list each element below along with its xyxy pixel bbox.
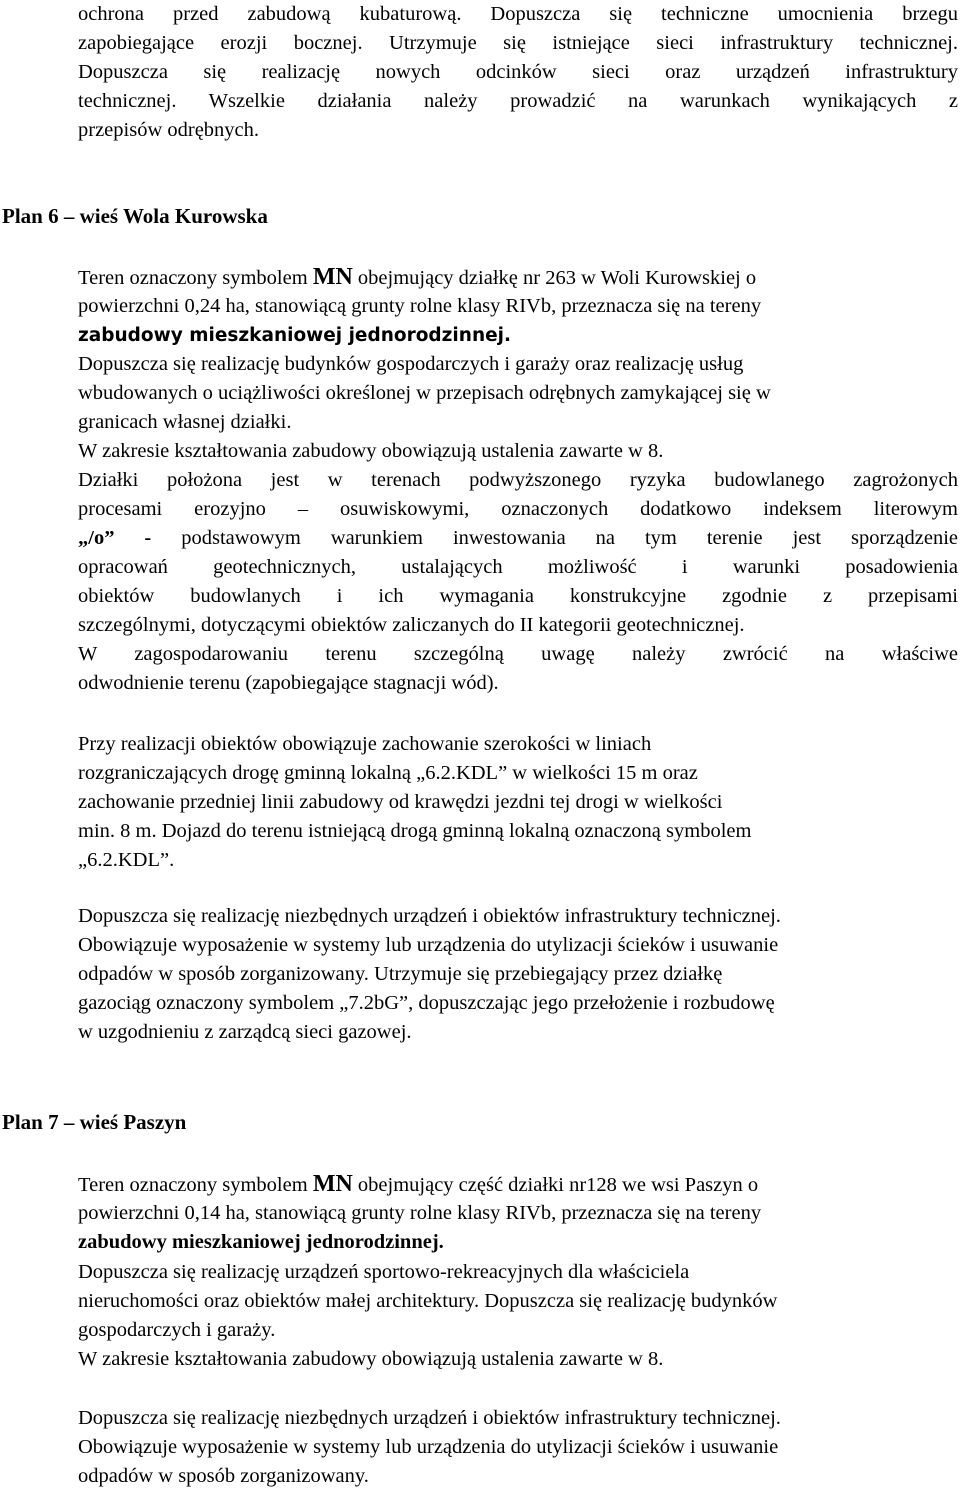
plan7-line-5: nieruchomości oraz obiektów małej architektury. Dopuszcza się realizację budynków [78,1290,778,1312]
plan6-line-3 [78,321,958,350]
intro-line-2: zapobiegające erozji bocznej. Utrzymuje się istniejące sieci infrastruktury technicznej. [78,32,958,54]
plan6-line-11: opracowań geotechnicznych, ustalających możliwość i warunki posadowienia [78,556,958,578]
plan6-line-1 [78,263,958,293]
plan7-line-3 [78,1228,958,1257]
plan6-line-8: Działki położona jest w terenach podwyższonego ryzyka budowlanego zagrożonych [78,469,958,491]
plan6-heading: Plan 6 – wieś Wola Kurowska [2,204,268,228]
plan6-line-2: powierzchni 0,24 ha, stanowiącą grunty rolne klasy RIVb, przeznacza się na tereny [78,295,762,317]
plan7-purpose: zabudowy mieszkaniowej jednorodzinnej. [78,1231,444,1253]
plan7-line-2: powierzchni 0,14 ha, stanowiącą grunty rolne klasy RIVb, przeznacza się na tereny [78,1202,762,1224]
plan7-heading: Plan 7 – wieś Paszyn [2,1110,187,1134]
plan6-symbol-mn: MN [312,264,353,290]
plan6-line-9: procesami erozyjno – osuwiskowymi, oznaczonych dodatkowo indeksem literowym [78,498,958,520]
plan7-line-6: gospodarczych i garaży. [78,1319,276,1341]
plan6-purpose: zabudowy mieszkaniowej jednorodzinnej. [78,325,512,346]
intro-line-4: technicznej. Wszelkie działania należy prowadzić na warunkach wynikających z [78,90,958,112]
plan6-line-15: odwodnienie terenu (zapobiegające stagnacji wód). [78,672,499,694]
plan6-line-10 [78,524,958,553]
plan6-line-25: w uzgodnieniu z zarządcą sieci gazowej. [78,1021,412,1043]
plan7-line-9: Obowiązuje wyposażenie w systemy lub urządzenia do utylizacji ścieków i usuwanie [78,1436,779,1458]
plan7-line-1 [78,1170,958,1200]
plan6-line-18: zachowanie przedniej linii zabudowy od krawędzi jezdni tej drogi w wielkości [78,791,723,813]
plan6-line-6: granicach własnej działki. [78,411,292,433]
plan7-line-1-pre: Teren oznaczony symbolem [78,1174,313,1196]
plan6-line-17: rozgraniczających drogę gminną lokalną „6.2.KDL” w wielkości 15 m oraz [78,762,698,784]
plan6-index-symbol: „/o” - [78,527,182,549]
plan7-line-8: Dopuszcza się realizację niezbędnych urządzeń i obiektów infrastruktury technicznej. [78,1407,781,1429]
plan6-line-13: szczególnymi, dotyczącymi obiektów zaliczanych do II kategorii geotechnicznej. [78,614,745,636]
plan6-line-1-post: obejmujący działkę nr 263 w Woli Kurowskiej o [352,267,757,289]
plan6-line-16: Przy realizacji obiektów obowiązuje zachowanie szerokości w liniach [78,733,652,755]
plan7-line-4: Dopuszcza się realizację urządzeń sportowo-rekreacyjnych dla właściciela [78,1261,690,1283]
plan6-line-20: „6.2.KDL”. [78,849,175,871]
plan6-line-24: gazociąg oznaczony symbolem „7.2bG”, dopuszczając jego przełożenie i rozbudowę [78,992,775,1014]
plan7-line-1-post: obejmujący część działki nr128 we wsi Paszyn o [352,1174,759,1196]
plan7-line-7: W zakresie kształtowania zabudowy obowiązują ustalenia zawarte w 8. [78,1348,664,1370]
plan6-line-14: W zagospodarowaniu terenu szczególną uwagę należy zwrócić na właściwe [78,643,958,665]
plan6-line-21: Dopuszcza się realizację niezbędnych urządzeń i obiektów infrastruktury technicznej. [78,905,781,927]
intro-line-3: Dopuszcza się realizację nowych odcinków sieci oraz urządzeń infrastruktury [78,61,958,83]
plan6-line-7: W zakresie kształtowania zabudowy obowiązują ustalenia zawarte w 8. [78,440,664,462]
plan7-line-10: odpadów w sposób zorganizowany. [78,1465,369,1487]
intro-line-1: ochrona przed zabudową kubaturową. Dopuszcza się techniczne umocnienia brzegu [78,3,958,25]
plan6-line-22: Obowiązuje wyposażenie w systemy lub urządzenia do utylizacji ścieków i usuwanie [78,934,779,956]
plan7-symbol-mn: MN [312,1171,353,1197]
plan6-line-12: obiektów budowlanych i ich wymagania konstrukcyjne zgodnie z przepisami [78,585,958,607]
plan6-line-19: min. 8 m. Dojazd do terenu istniejącą drogą gminną lokalną oznaczoną symbolem [78,820,752,842]
plan6-line-1-pre: Teren oznaczony symbolem [78,267,313,289]
intro-line-5: przepisów odrębnych. [78,119,260,141]
plan6-line-5: wbudowanych o uciążliwości określonej w przepisach odrębnych zamykającej się w [78,382,771,404]
plan6-line-10-post: podstawowym warunkiem inwestowania na tym terenie jest sporządzenie [181,527,958,549]
plan6-line-4: Dopuszcza się realizację budynków gospodarczych i garaży oraz realizację usług [78,353,744,375]
plan6-line-23: odpadów w sposób zorganizowany. Utrzymuje się przebiegający przez działkę [78,963,723,985]
